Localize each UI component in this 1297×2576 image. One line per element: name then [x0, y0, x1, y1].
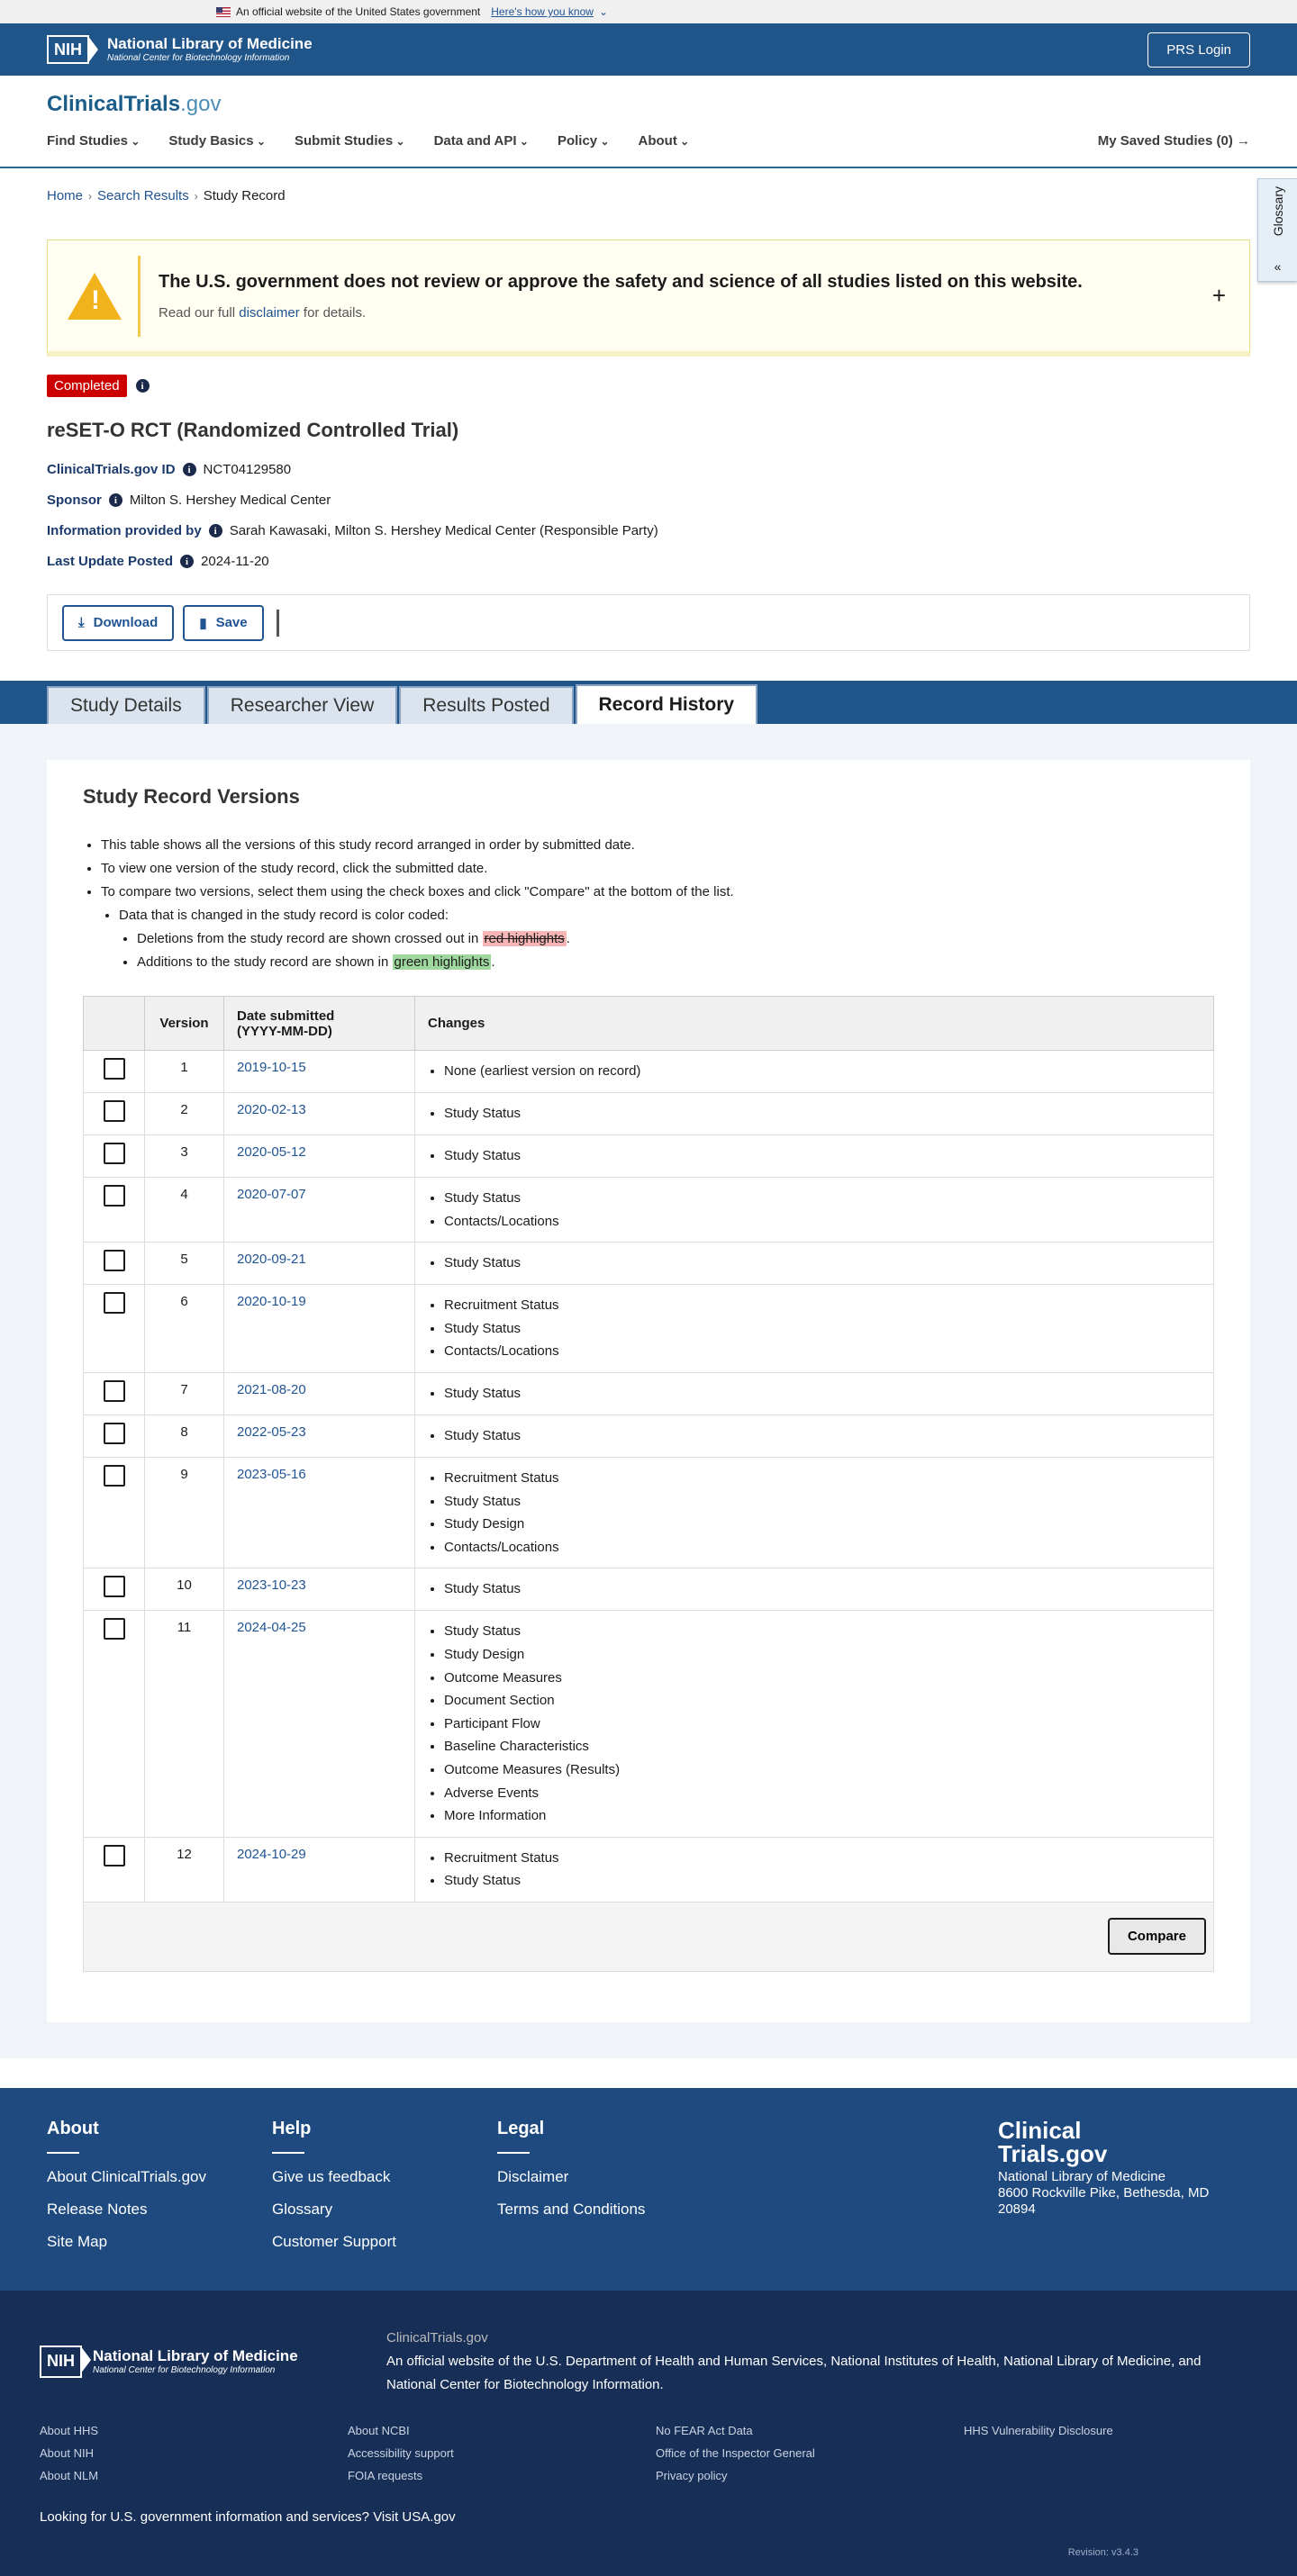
change-item: • Participant Flow [444, 1713, 1201, 1736]
meta-value-provider: Sarah Kawasaki, Milton S. Hershey Medical Center (Responsible Party) [229, 523, 658, 538]
instruction-compare: • To compare two versions, select them using the check boxes and click "Compare" at the bottom of the list. [101, 881, 1214, 904]
changes-list [444, 1144, 1201, 1168]
footer-gov-link[interactable]: About NIH [40, 2445, 94, 2460]
change-item: • Study Status [444, 1187, 1201, 1210]
info-icon[interactable]: i [183, 463, 196, 476]
instruction-intro: • This table shows all the versions of this study record arranged in order by submitted date. [101, 834, 1214, 857]
footer-link[interactable]: Disclaimer [497, 2167, 569, 2185]
footer-link[interactable]: Terms and Conditions [497, 2200, 646, 2218]
meta-value-id: NCT04129580 [203, 462, 292, 477]
download-icon: ⤓ [78, 615, 85, 630]
changes-list [444, 1102, 1201, 1125]
version-checkbox[interactable] [104, 1143, 125, 1164]
chevron-right-icon: › [194, 189, 198, 203]
footer-heading: Legal [497, 2118, 545, 2138]
chevron-down-icon: ⌄ [598, 5, 609, 18]
disclaimer-title: The U.S. government does not review or approve the safety and science of all studies listed on this website. [159, 271, 1083, 292]
gov-banner-text: An official website of the United States government [236, 5, 481, 18]
footer-link[interactable]: Give us feedback [272, 2167, 391, 2185]
version-number: 3 [145, 1135, 224, 1178]
versions-panel [47, 760, 1250, 2022]
version-number: 1 [145, 1051, 224, 1093]
instruction-deletions: • Deletions from the study record are shown crossed out in red highlights . [137, 927, 1214, 951]
clinicaltrials-logo[interactable]: ClinicalTrials.gov [47, 92, 222, 116]
main-nav [47, 133, 1250, 149]
changes-list [444, 1424, 1201, 1448]
version-checkbox[interactable] [104, 1250, 125, 1271]
warning-icon: ! [68, 273, 122, 320]
nih-logo-icon: NIH [40, 2346, 82, 2378]
change-item: • Study Status [444, 1620, 1201, 1643]
footer-logo[interactable]: Clinical Trials.gov [998, 2116, 1108, 2167]
breadcrumb-current: Study Record [203, 188, 286, 203]
info-icon[interactable]: i [180, 555, 194, 568]
footer-gov-link[interactable]: Office of the Inspector General [656, 2445, 815, 2460]
meta-value-last-update: 2024-11-20 [201, 554, 269, 569]
gov-banner [0, 0, 1297, 23]
version-checkbox[interactable] [104, 1380, 125, 1402]
version-checkbox[interactable] [104, 1845, 125, 1866]
nih-logo-icon: NIH [47, 35, 89, 64]
change-item: • Recruitment Status [444, 1847, 1201, 1870]
change-item: • Study Status [444, 1252, 1201, 1275]
version-checkbox[interactable] [104, 1292, 125, 1314]
action-bar [47, 594, 1250, 651]
change-item: • More Information [444, 1804, 1201, 1828]
footer-gov-link[interactable]: About HHS [40, 2423, 99, 2437]
study-tabs [0, 681, 1297, 724]
meta-key-id: ClinicalTrials.gov ID [47, 462, 176, 477]
changes-list [444, 1620, 1201, 1827]
change-item: • Study Status [444, 1490, 1201, 1514]
footer-link[interactable]: Customer Support [272, 2232, 396, 2250]
version-date-link[interactable]: 2020-05-12 [237, 1144, 306, 1160]
save-button[interactable] [183, 605, 263, 641]
changes-list [444, 1060, 1201, 1083]
version-date-link[interactable]: 2020-10-19 [237, 1294, 306, 1310]
disclaimer-text: Read our full [159, 304, 236, 321]
meta-key-sponsor: Sponsor [47, 493, 102, 508]
change-item: • Document Section [444, 1689, 1201, 1713]
instruction-color: • Data that is changed in the study record is color coded: [119, 904, 1214, 927]
version-date-link[interactable]: 2023-05-16 [237, 1466, 306, 1482]
footer-link[interactable]: Glossary [272, 2200, 333, 2218]
change-item: • Study Status [444, 1869, 1201, 1893]
expand-icon[interactable]: + [1211, 282, 1226, 309]
version-row [84, 1457, 1214, 1568]
change-item: • Adverse Events [444, 1782, 1201, 1805]
version-number: 7 [145, 1372, 224, 1415]
usa-gov-line: Looking for U.S. government information and services? Visit USA.gov [40, 2508, 456, 2525]
meta-key-last-update: Last Update Posted [47, 554, 174, 569]
footer-gov-link[interactable]: About NCBI [348, 2423, 410, 2437]
footer-col-about [47, 2119, 272, 2260]
footer-official-info: ClinicalTrials.gov An official website of the U.S. Department of Health and Human Services, National Institutes of Health, National Library of Medicine, and National Center for Biotechnology Information. [386, 2329, 1202, 2392]
my-saved-studies-link[interactable]: My Saved Studies (0) → [1097, 133, 1250, 149]
study-title: reSET-O RCT (Randomized Controlled Trial) [47, 419, 459, 441]
footer-gov-link[interactable]: FOIA requests [348, 2468, 423, 2482]
green-highlight-sample: green highlights [394, 954, 490, 970]
nav-study-basics[interactable]: Study Basics ⌄ [168, 133, 266, 149]
chevron-right-icon: › [88, 189, 93, 203]
footer-nlm-logo[interactable]: NIH National Library of Medicine National Center for Biotechnology Information [40, 2327, 386, 2397]
version-checkbox[interactable] [104, 1423, 125, 1444]
footer-gov-link[interactable]: No FEAR Act Data [656, 2423, 753, 2437]
version-row [84, 1243, 1214, 1285]
footer-link[interactable]: Site Map [47, 2232, 108, 2250]
footer-gov-link[interactable]: Privacy policy [656, 2468, 728, 2482]
changes-list [444, 1847, 1201, 1893]
versions-instructions [83, 834, 1214, 974]
footer-heading: Help [272, 2118, 312, 2138]
info-icon[interactable]: i [209, 524, 222, 538]
breadcrumb-home[interactable]: Home [47, 188, 84, 203]
footer-top [0, 2088, 1297, 2291]
versions-table [83, 996, 1214, 1972]
version-checkbox[interactable] [104, 1465, 125, 1487]
change-item: • Contacts/Locations [444, 1340, 1201, 1363]
version-checkbox[interactable] [104, 1058, 125, 1080]
footer-gov-link[interactable]: Accessibility support [348, 2445, 454, 2460]
site-header [0, 76, 1297, 168]
version-row [84, 1568, 1214, 1611]
disclaimer-text-end: for details. [303, 304, 367, 321]
version-checkbox[interactable] [104, 1100, 125, 1122]
versions-heading: Study Record Versions [83, 785, 300, 808]
glossary-tab[interactable] [1257, 178, 1297, 282]
change-item: • Contacts/Locations [444, 1536, 1201, 1559]
prs-login-button[interactable]: PRS Login [1147, 32, 1250, 68]
version-number: 8 [145, 1415, 224, 1457]
changes-list [444, 1577, 1201, 1601]
change-item: • Study Design [444, 1643, 1201, 1667]
disclaimer-link[interactable]: disclaimer [239, 304, 300, 321]
tab-study-details[interactable]: Study Details [47, 686, 205, 724]
footer-col-legal [497, 2119, 722, 2260]
nlm-logo[interactable] [47, 35, 313, 64]
footer-gov-link[interactable]: HHS Vulnerability Disclosure [964, 2423, 1113, 2437]
nlm-header [0, 23, 1297, 76]
change-item: • Study Status [444, 1102, 1201, 1125]
revision: Revision: v3.4.3 [1067, 2546, 1138, 2558]
version-date-link[interactable]: 2020-07-07 [237, 1187, 306, 1202]
tab-results-posted[interactable]: Results Posted [399, 686, 573, 724]
nlm-subtitle: National Center for Biotechnology Information [107, 52, 290, 63]
nav-submit-studies[interactable]: Submit Studies ⌄ [295, 133, 405, 149]
info-icon[interactable]: i [109, 493, 122, 507]
version-date-link[interactable]: 2019-10-15 [237, 1060, 306, 1075]
bookmark-icon: ▮ [199, 615, 207, 631]
red-highlight-sample: red highlights [484, 931, 565, 946]
study-meta [47, 462, 1250, 569]
footer-heading: About [47, 2118, 99, 2138]
tab-record-history[interactable]: Record History [576, 684, 758, 724]
version-number: 11 [145, 1611, 224, 1837]
header-changes: Changes [415, 997, 1214, 1051]
meta-key-provider: Information provided by [47, 523, 202, 538]
download-label: Download [93, 615, 159, 630]
disclaimer-alert [47, 240, 1250, 357]
nav-about[interactable]: About ⌄ [639, 133, 690, 149]
compare-button[interactable]: Compare [1108, 1918, 1206, 1955]
footer-gov-link[interactable]: About NLM [40, 2468, 99, 2482]
version-date-link[interactable]: 2023-10-23 [237, 1577, 306, 1594]
footer-col-help [272, 2119, 497, 2260]
changes-list [444, 1252, 1201, 1275]
version-row [84, 1415, 1214, 1457]
version-date-link[interactable]: 2021-08-20 [237, 1381, 306, 1397]
how-you-know-link[interactable]: Here's how you know [491, 5, 594, 18]
nlm-link[interactable]: National Library of Medicine [1003, 2353, 1172, 2369]
download-button[interactable] [62, 605, 174, 641]
header-date: Date submitted (YYYY-MM-DD) [224, 997, 415, 1051]
version-checkbox[interactable] [104, 1618, 125, 1640]
version-date-link[interactable]: 2020-09-21 [237, 1252, 306, 1268]
version-number: 10 [145, 1568, 224, 1611]
version-row [84, 1372, 1214, 1415]
us-flag-icon [216, 7, 231, 17]
header-select [84, 997, 145, 1051]
version-date-link[interactable]: 2024-10-29 [237, 1846, 306, 1862]
nav-data-and-api[interactable]: Data and API ⌄ [434, 133, 529, 149]
footer-link[interactable]: Release Notes [47, 2200, 148, 2218]
nav-find-studies[interactable]: Find Studies ⌄ [47, 133, 140, 149]
change-item: • None (earliest version on record) [444, 1060, 1201, 1083]
footer-link[interactable]: About ClinicalTrials.gov [47, 2167, 206, 2185]
change-item: • Study Status [444, 1382, 1201, 1406]
version-row [84, 1135, 1214, 1178]
change-item: • Study Status [444, 1317, 1201, 1341]
version-row [84, 1093, 1214, 1135]
change-item: • Contacts/Locations [444, 1210, 1201, 1234]
version-row [84, 1051, 1214, 1093]
changes-list [444, 1467, 1201, 1559]
breadcrumb-search-results[interactable]: Search Results [97, 188, 189, 203]
header-version: Version [145, 997, 224, 1051]
version-number: 6 [145, 1285, 224, 1373]
version-row [84, 1837, 1214, 1902]
change-item: • Recruitment Status [444, 1467, 1201, 1490]
save-label: Save [215, 615, 248, 630]
changes-list [444, 1382, 1201, 1406]
change-item: • Outcome Measures [444, 1667, 1201, 1690]
instruction-view: • To view one version of the study record, click the submitted date. [101, 857, 1214, 881]
glossary-label: Glossary [1270, 186, 1285, 237]
changes-list [444, 1187, 1201, 1233]
footer-bottom [0, 2291, 1297, 2576]
change-item: • Study Design [444, 1513, 1201, 1536]
breadcrumb [47, 168, 1250, 203]
status-badge: Completed [47, 375, 127, 397]
version-date-link[interactable]: 2022-05-23 [237, 1424, 306, 1440]
version-date-link[interactable]: 2024-04-25 [237, 1620, 306, 1636]
change-item: • Study Status [444, 1577, 1201, 1601]
change-item: • Recruitment Status [444, 1294, 1201, 1317]
version-row [84, 1611, 1214, 1837]
tab-researcher-view[interactable]: Researcher View [207, 686, 398, 724]
change-item: • Baseline Characteristics [444, 1735, 1201, 1758]
change-item: • Study Status [444, 1424, 1201, 1448]
ncbi-link[interactable]: National Center for Biotechnology Information [386, 2376, 660, 2392]
version-checkbox[interactable] [104, 1185, 125, 1207]
footer-gov-links [40, 2424, 1257, 2482]
version-number: 2 [145, 1093, 224, 1135]
version-checkbox[interactable] [104, 1576, 125, 1597]
version-number: 9 [145, 1457, 224, 1568]
divider [277, 610, 279, 637]
nlm-title: National Library of Medicine [107, 35, 313, 53]
version-row [84, 1285, 1214, 1373]
nav-policy[interactable]: Policy ⌄ [558, 133, 610, 149]
meta-value-sponsor: Milton S. Hershey Medical Center [129, 493, 331, 508]
info-icon[interactable]: i [136, 379, 150, 393]
change-item: • Study Status [444, 1144, 1201, 1168]
change-item: • Outcome Measures (Results) [444, 1758, 1201, 1782]
changes-list [444, 1294, 1201, 1363]
footer-address: Clinical Trials.gov National Library of Medicine 8600 Rockville Pike, Bethesda, MD 20894 [998, 2116, 1210, 2217]
version-number: 5 [145, 1243, 224, 1285]
hhs-link[interactable]: U.S. Department of Health and Human Services [535, 2353, 823, 2369]
version-date-link[interactable]: 2020-02-13 [237, 1102, 306, 1117]
nih-link[interactable]: National Institutes of Health [830, 2353, 996, 2369]
version-number: 4 [145, 1178, 224, 1243]
instruction-additions: • Additions to the study record are shown in green highlights . [137, 951, 1214, 974]
version-row [84, 1178, 1214, 1243]
double-chevron-left-icon: « [1274, 259, 1282, 274]
usa-gov-link[interactable]: Visit USA.gov [373, 2508, 456, 2525]
version-number: 12 [145, 1837, 224, 1902]
